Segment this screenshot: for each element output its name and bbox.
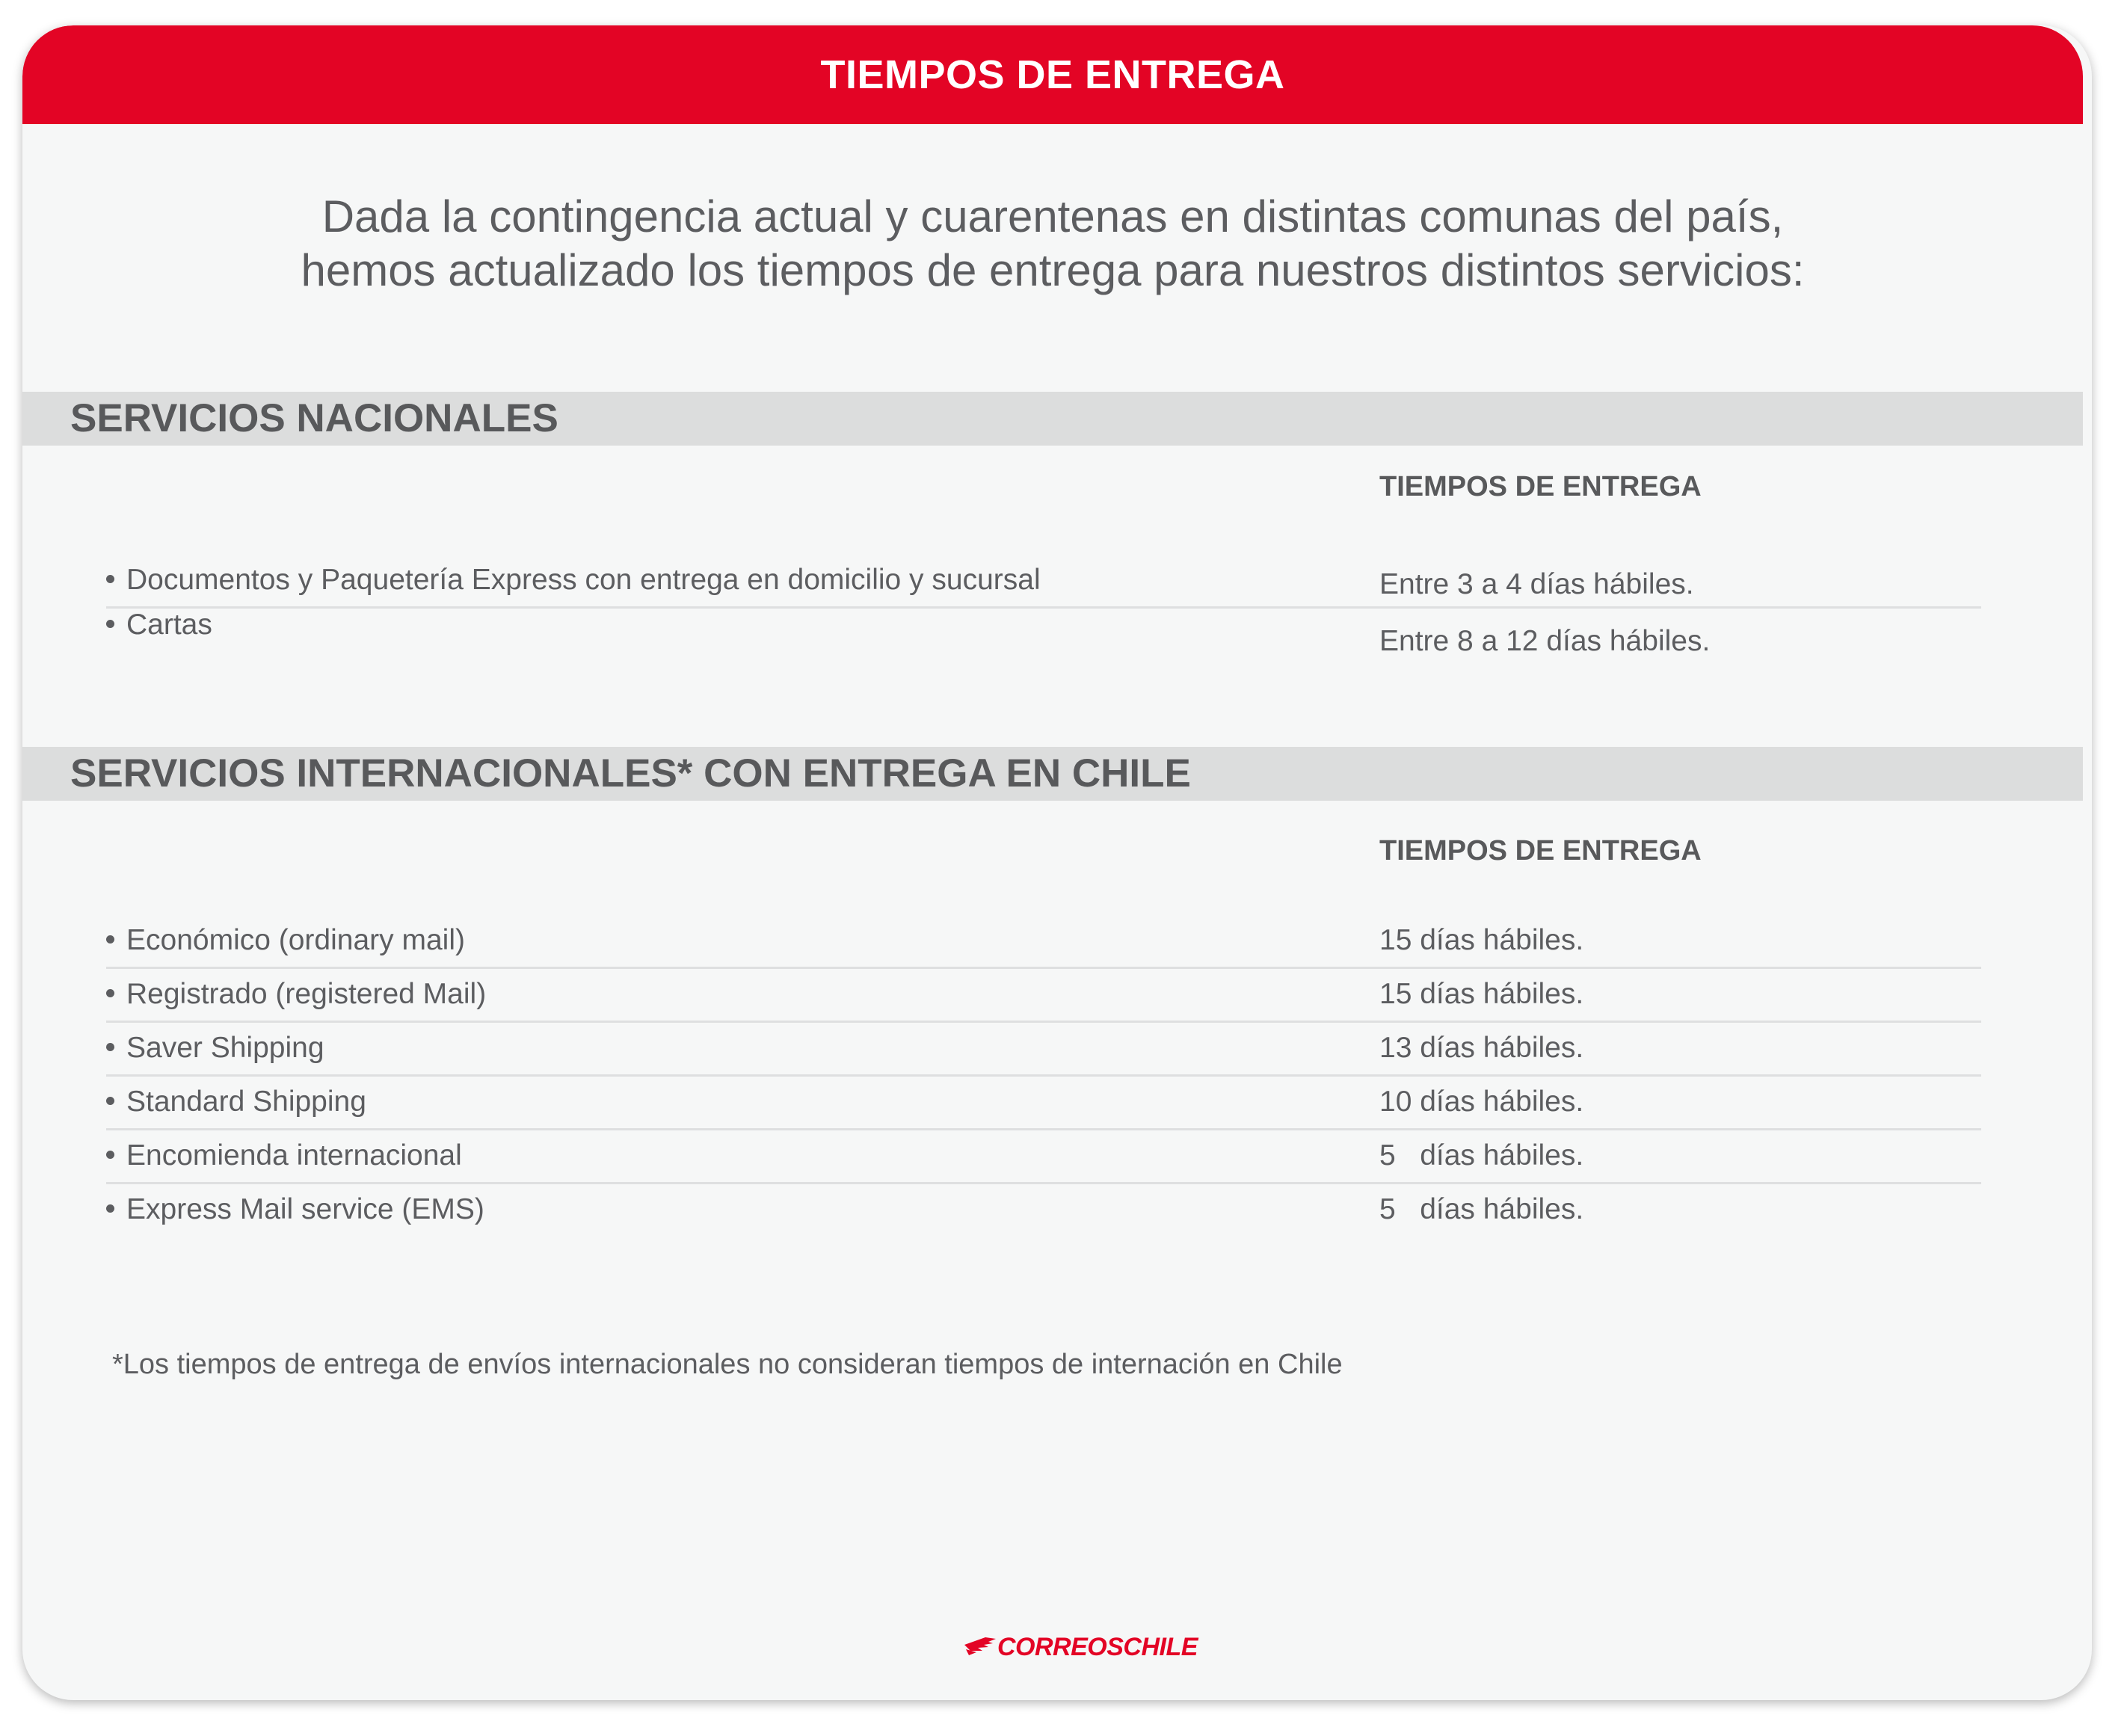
bullet-icon [106, 1043, 114, 1051]
correos-bird-icon [963, 1634, 996, 1660]
intro-line-2: hemos actualizado los tiempos de entrega para nuestros distintos servicios: [301, 245, 1805, 295]
table-row [106, 609, 1981, 660]
delivery-times-card [22, 25, 2092, 1700]
service-name: Standard Shipping [126, 1086, 366, 1118]
table-row [106, 1184, 1981, 1236]
delivery-time: Entre 3 a 4 días hábiles. [1379, 568, 1694, 600]
correos-chile-logo [963, 1633, 1198, 1662]
table-row [106, 915, 1981, 969]
bullet-icon [106, 575, 114, 583]
service-name: Cartas [126, 609, 212, 641]
header-bar [22, 25, 2083, 124]
delivery-time: Entre 8 a 12 días hábiles. [1379, 625, 1711, 657]
service-cell [106, 1193, 484, 1226]
service-cell [106, 564, 1041, 597]
bullet-icon [106, 1097, 114, 1105]
page-title: TIEMPOS DE ENTREGA [820, 52, 1285, 97]
bullet-icon [106, 1151, 114, 1159]
delivery-time: 15 días hábiles. [1379, 924, 1584, 956]
logo-text: CORREOSCHILE [997, 1633, 1198, 1661]
column-header-internacionales: TIEMPOS DE ENTREGA [1379, 835, 1702, 867]
column-header-nacionales: TIEMPOS DE ENTREGA [1379, 471, 1702, 502]
footnote: *Los tiempos de entrega de envíos internacionales no consideran tiempos de internación en Chile [112, 1349, 1343, 1380]
nacionales-table [106, 555, 1981, 660]
service-name: Express Mail service (EMS) [126, 1193, 484, 1225]
table-row [106, 1077, 1981, 1130]
table-row [106, 1130, 1981, 1184]
section-title-nacionales: SERVICIOS NACIONALES [70, 396, 558, 440]
service-name: Encomienda internacional [126, 1139, 462, 1172]
bullet-icon [106, 935, 114, 944]
table-row [106, 555, 1981, 609]
service-name: Saver Shipping [126, 1032, 324, 1064]
service-name: Documentos y Paquetería Express con entrega en domicilio y sucursal [126, 564, 1041, 596]
internacionales-table [106, 915, 1981, 1236]
service-cell [106, 1032, 324, 1065]
delivery-time: 5 días hábiles. [1379, 1139, 1584, 1172]
service-cell [106, 1086, 366, 1118]
intro-text [22, 190, 2083, 298]
section-header-internacionales [22, 747, 2083, 801]
service-cell [106, 1139, 462, 1172]
service-cell [106, 609, 212, 641]
service-name: Registrado (registered Mail) [126, 978, 487, 1010]
service-cell [106, 978, 486, 1011]
section-header-nacionales [22, 392, 2083, 446]
delivery-time: 15 días hábiles. [1379, 978, 1584, 1010]
intro-line-1: Dada la contingencia actual y cuarentenas en distintas comunas del país, [321, 191, 1784, 241]
bullet-icon [106, 989, 114, 997]
section-title-internacionales: SERVICIOS INTERNACIONALES* CON ENTREGA EN CHILE [70, 751, 1191, 795]
delivery-time: 10 días hábiles. [1379, 1086, 1584, 1118]
delivery-time: 13 días hábiles. [1379, 1032, 1584, 1064]
delivery-time: 5 días hábiles. [1379, 1193, 1584, 1225]
service-name: Económico (ordinary mail) [126, 924, 465, 956]
table-row [106, 1023, 1981, 1077]
service-cell [106, 924, 465, 957]
bullet-icon [106, 1204, 114, 1213]
bullet-icon [106, 620, 114, 628]
table-row [106, 969, 1981, 1023]
